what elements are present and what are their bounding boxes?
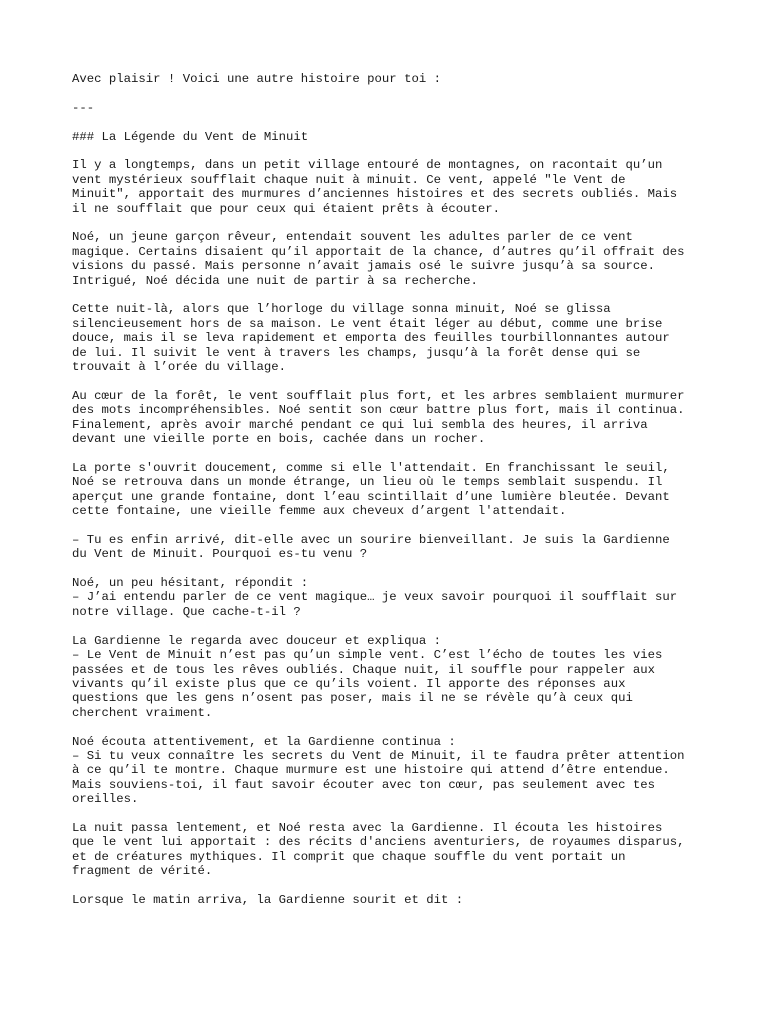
- text-line: Noé, un jeune garçon rêveur, entendait souvent les adultes parler de ce vent: [72, 230, 633, 245]
- text-line: trouvait à l’orée du village.: [72, 360, 287, 375]
- text-line: des mots incompréhensibles. Noé sentit son cœur battre plus fort, mais il continua.: [72, 403, 685, 418]
- text-line: oreilles.: [72, 792, 139, 807]
- text-line: – J’ai entendu parler de ce vent magique… je veux savoir pourquoi il soufflait sur: [72, 590, 678, 605]
- text-line: – Tu es enfin arrivé, dit-elle avec un sourire bienveillant. Je suis la Gardienne: [72, 532, 670, 547]
- text-line: Noé se retrouva dans un monde étrange, un lieu où le temps semblait suspendu. Il: [72, 475, 663, 490]
- text-line: du Vent de Minuit. Pourquoi es-tu venu ?: [72, 547, 368, 562]
- paragraph: [72, 230, 712, 288]
- document-body: [72, 72, 712, 907]
- paragraph: [72, 735, 712, 807]
- text-line: passées et de tous les rêves oubliés. Chaque nuit, il souffle pour rappeler aux: [72, 662, 655, 677]
- text-line: fragment de vérité.: [72, 864, 213, 879]
- text-line: aperçut une grande fontaine, dont l’eau scintillait d’une lumière bleutée. Devant: [72, 489, 670, 504]
- paragraph: [72, 576, 712, 619]
- document-page: [72, 72, 712, 922]
- paragraph: [72, 461, 712, 519]
- paragraph: [72, 533, 712, 562]
- text-line: ### La Légende du Vent de Minuit: [72, 129, 309, 144]
- text-line: et de créatures mythiques. Il comprit que chaque souffle du vent portait un: [72, 849, 626, 864]
- text-line: visions du passé. Mais personne n’avait jamais osé le suivre jusqu’à sa source.: [72, 259, 655, 274]
- text-line: silencieusement hors de sa maison. Le vent était léger au début, comme une brise: [72, 316, 663, 331]
- text-line: Au cœur de la forêt, le vent soufflait plus fort, et les arbres semblaient murmurer: [72, 388, 685, 403]
- text-line: vivants qu’il existe plus que ce qu’ils voient. Il apporte des réponses aux: [72, 676, 626, 691]
- text-line: douce, mais il se leva rapidement et emporta des feuilles tourbillonnantes autour: [72, 331, 670, 346]
- text-line: Finalement, après avoir marché pendant ce qui lui sembla des heures, il arriva: [72, 417, 648, 432]
- text-line: magique. Certains disaient qu’il apportait de la chance, d’autres qu’il offrait des: [72, 244, 685, 259]
- text-line: Avec plaisir ! Voici une autre histoire pour toi :: [72, 72, 441, 86]
- text-line: de lui. Il suivit le vent à travers les champs, jusqu’à la forêt dense qui se: [72, 345, 641, 360]
- text-line: Noé, un peu hésitant, répondit :: [72, 576, 309, 591]
- text-line: Lorsque le matin arriva, la Gardienne sourit et dit :: [72, 892, 464, 907]
- text-line: Mais souviens-toi, il faut savoir écouter avec ton cœur, pas seulement avec tes: [72, 777, 655, 792]
- text-line: La porte s'ouvrit doucement, comme si elle l'attendait. En franchissant le seuil,: [72, 460, 670, 475]
- story-heading: [72, 130, 712, 144]
- paragraph: [72, 389, 712, 447]
- paragraph: [72, 302, 712, 374]
- text-line: devant une vieille porte en bois, cachée dans un rocher.: [72, 432, 486, 447]
- text-line: cette fontaine, une vieille femme aux cheveux d’argent l'attendait.: [72, 504, 567, 519]
- text-line: à ce qu’il te montre. Chaque murmure est une histoire qui attend d’être entendue.: [72, 763, 670, 778]
- text-line: ---: [72, 100, 95, 115]
- paragraph: [72, 158, 712, 216]
- text-line: que le vent lui apportait : des récits d'anciens aventuriers, de royaumes disparus,: [72, 835, 685, 850]
- text-line: Minuit", apportait des murmures d’anciennes histoires et des secrets oubliés. Mais: [72, 187, 678, 202]
- text-line: La Gardienne le regarda avec douceur et expliqua :: [72, 633, 441, 648]
- text-line: – Le Vent de Minuit n’est pas qu’un simple vent. C’est l’écho de toutes les vies: [72, 648, 663, 663]
- text-line: il ne soufflait que pour ceux qui étaient prêts à écouter.: [72, 201, 501, 216]
- text-line: questions que les gens n’osent pas poser, mais il ne se révèle qu’à ceux qui: [72, 691, 633, 706]
- text-line: Noé écouta attentivement, et la Gardienne continua :: [72, 734, 456, 749]
- text-line: La nuit passa lentement, et Noé resta avec la Gardienne. Il écouta les histoires: [72, 820, 663, 835]
- text-line: cherchent vraiment.: [72, 705, 213, 720]
- paragraph: [72, 634, 712, 720]
- text-line: vent mystérieux soufflait chaque nuit à minuit. Ce vent, appelé "le Vent de: [72, 172, 626, 187]
- paragraph: [72, 101, 712, 115]
- paragraph: [72, 72, 712, 86]
- paragraph: [72, 893, 712, 907]
- text-line: Intrigué, Noé décida une nuit de partir à sa recherche.: [72, 273, 478, 288]
- text-line: notre village. Que cache-t-il ?: [72, 604, 301, 619]
- text-line: – Si tu veux connaître les secrets du Vent de Minuit, il te faudra prêter attention: [72, 748, 685, 763]
- text-line: Cette nuit-là, alors que l’horloge du village sonna minuit, Noé se glissa: [72, 302, 611, 317]
- text-line: Il y a longtemps, dans un petit village entouré de montagnes, on racontait qu’un: [72, 158, 663, 173]
- paragraph: [72, 821, 712, 879]
